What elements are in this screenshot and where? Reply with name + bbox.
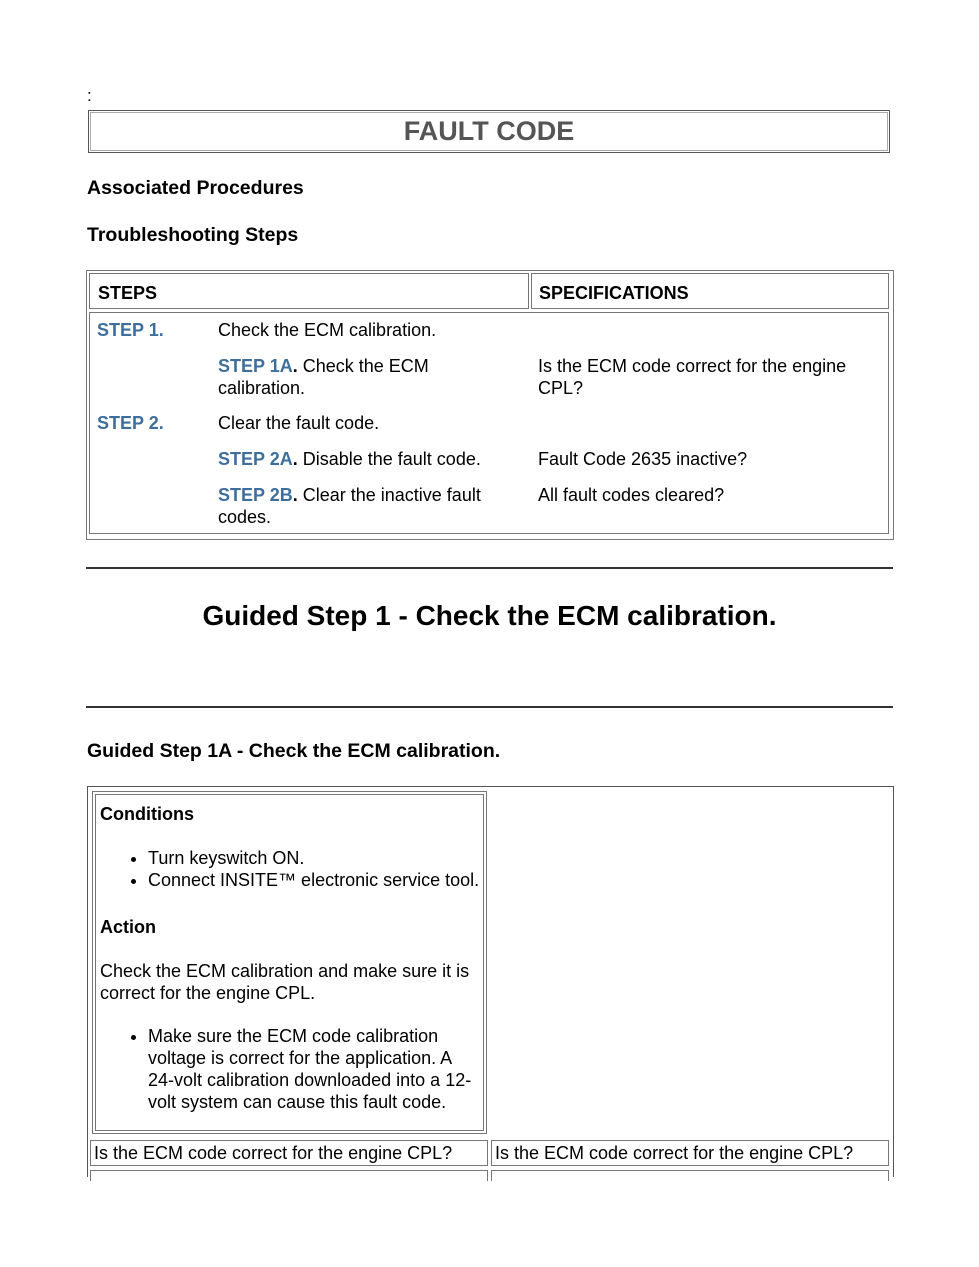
step-2b-desc: STEP 2B. Clear the inactive fault codes. xyxy=(218,485,481,527)
troubleshooting-steps-table xyxy=(86,270,894,540)
step-2a-spec: Fault Code 2635 inactive? xyxy=(538,449,748,469)
guided-step-1a-title: Guided Step 1A - Check the ECM calibration. xyxy=(87,740,501,762)
step-1a-desc: STEP 1A. Check the ECM calibration. xyxy=(218,356,429,398)
step-2b-link[interactable]: STEP 2B xyxy=(218,485,293,505)
step-2-desc: Clear the fault code. xyxy=(218,413,380,433)
fault-code-title: FAULT CODE xyxy=(403,116,575,146)
step-1a-spec: Is the ECM code correct for the engine CPL? xyxy=(538,356,847,398)
leading-colon: : xyxy=(87,86,92,105)
question-right-cell xyxy=(491,1140,889,1166)
fault-code-banner xyxy=(88,110,890,153)
action-bullet-item: • Make sure the ECM code calibration voltage is correct for the application. A 24-volt calibration downloaded into a 12-volt system can cause this fault code. xyxy=(148,1025,480,1113)
specifications-column-header: SPECIFICATIONS xyxy=(539,283,689,303)
section-divider-top xyxy=(86,567,893,569)
step-2a-desc: STEP 2A. Disable the fault code. xyxy=(218,449,481,469)
next-right-cell xyxy=(491,1170,889,1181)
guided-step-1-title: Guided Step 1 - Check the ECM calibration. xyxy=(202,600,777,631)
step-1-link[interactable]: STEP 1. xyxy=(97,320,164,340)
associated-procedures-heading: Associated Procedures xyxy=(87,177,304,199)
step-1a-link[interactable]: STEP 1A xyxy=(218,356,293,376)
action-label: Action xyxy=(100,917,156,937)
conditions-list xyxy=(100,847,480,891)
section-divider-bottom xyxy=(86,706,893,708)
next-left-cell xyxy=(90,1170,488,1181)
step-1-desc: Check the ECM calibration. xyxy=(218,320,437,340)
conditions-action-cell xyxy=(92,791,487,1134)
condition-item: • Connect INSITE™ electronic service tool. xyxy=(148,869,480,891)
troubleshooting-steps-heading: Troubleshooting Steps xyxy=(87,224,299,246)
step-2-link[interactable]: STEP 2. xyxy=(97,413,164,433)
steps-body-cell xyxy=(89,312,889,534)
question-left-cell xyxy=(90,1140,488,1166)
action-bullets xyxy=(100,1025,480,1113)
action-text: Check the ECM calibration and make sure it is correct for the engine CPL. xyxy=(100,961,470,1003)
condition-item: • Turn keyswitch ON. xyxy=(148,847,480,869)
steps-column-header: STEPS xyxy=(98,283,158,303)
step-2a-link[interactable]: STEP 2A xyxy=(218,449,293,469)
step-2b-spec: All fault codes cleared? xyxy=(538,485,725,505)
conditions-label: Conditions xyxy=(100,804,194,824)
guided-step-1a-table xyxy=(87,786,894,1177)
steps-header-cell xyxy=(89,273,529,309)
question-right-text: Is the ECM code correct for the engine CPL? xyxy=(495,1143,854,1163)
question-left-text: Is the ECM code correct for the engine CPL? xyxy=(94,1143,453,1163)
specs-header-cell xyxy=(531,273,889,309)
